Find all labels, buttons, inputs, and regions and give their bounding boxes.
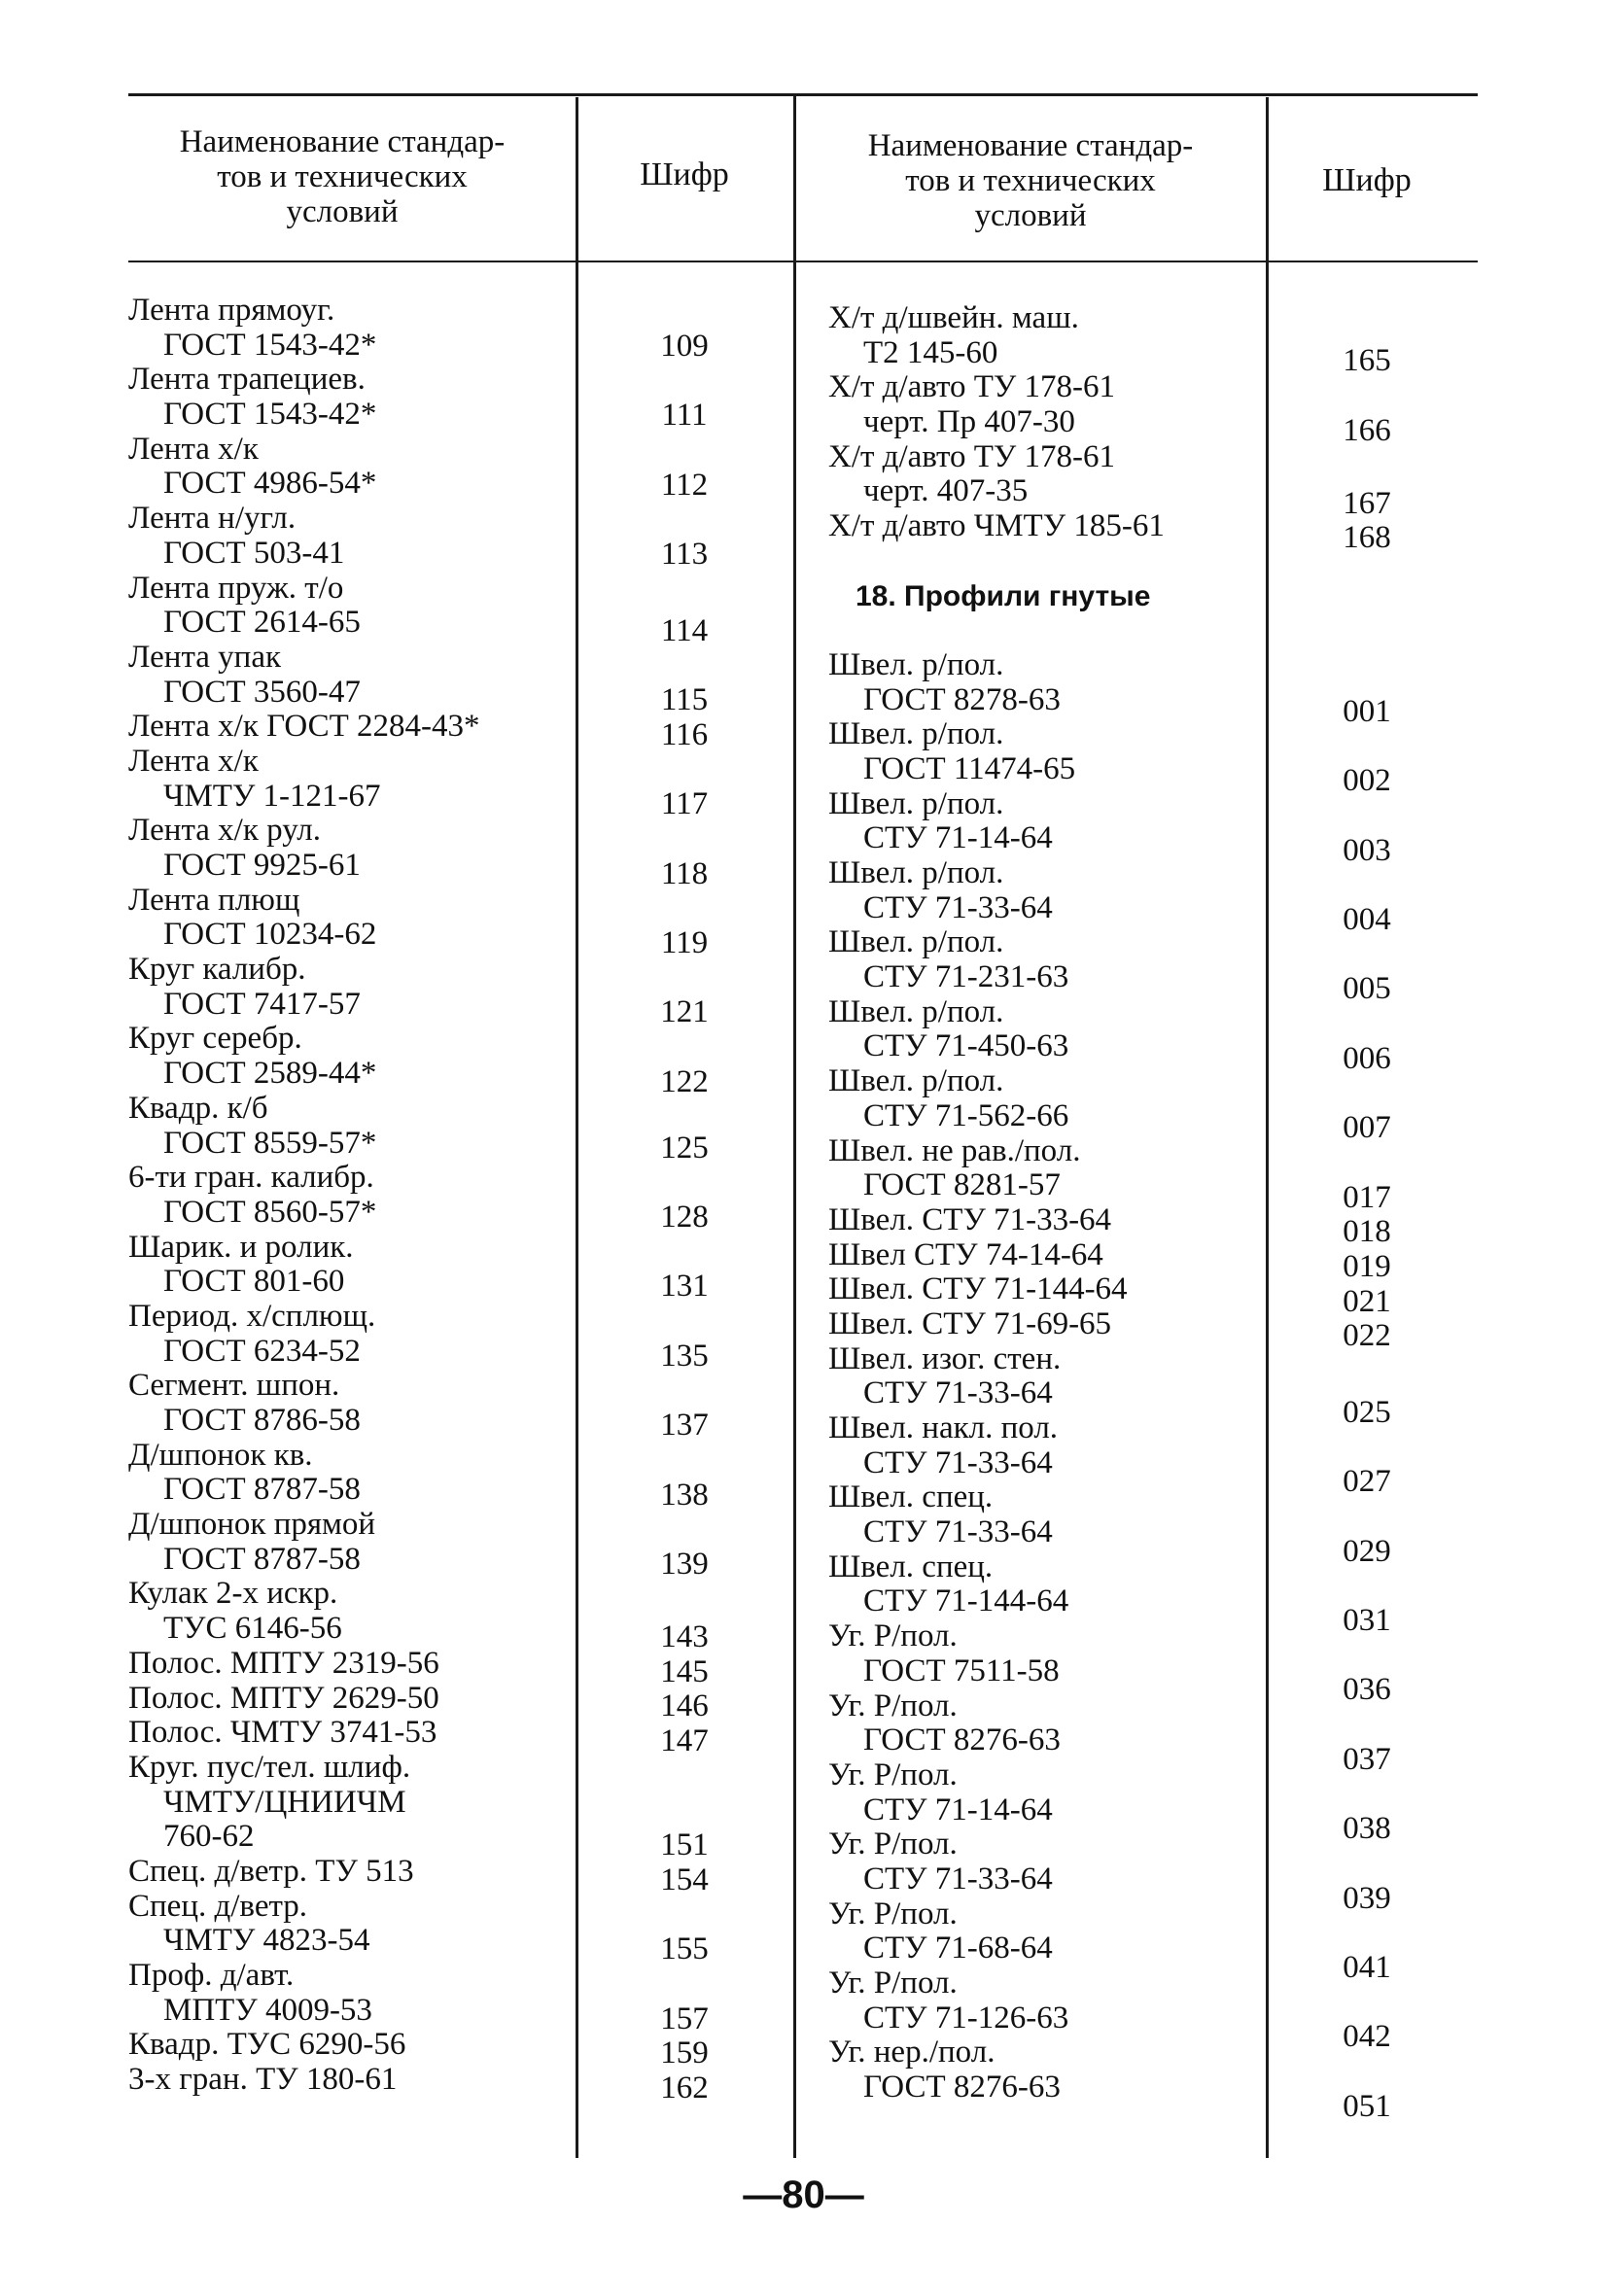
code-cell: 004 [1343, 901, 1391, 937]
entry-line: ГОСТ 3560-47 [163, 674, 361, 710]
code-cell: 167 [1343, 485, 1391, 521]
entry-line: ГОСТ 1543-42* [163, 397, 377, 433]
entry-line: Швел. р/пол. [828, 716, 1004, 752]
code-cell: 162 [660, 2070, 709, 2106]
code-cell: 025 [1343, 1394, 1391, 1430]
entry-line: Полос. ЧМТУ 3741-53 [128, 1715, 437, 1751]
code-cell: 042 [1343, 2019, 1391, 2055]
entry-line: Уг. Р/пол. [828, 1757, 958, 1792]
code-cell: 131 [660, 1269, 709, 1305]
entry-line: ГОСТ 7417-57 [163, 986, 361, 1022]
entry-line: ГОСТ 2589-44* [163, 1056, 377, 1092]
entry-line: Круг серебр. [128, 1021, 302, 1057]
entry-line: СТУ 71-33-64 [863, 889, 1053, 925]
entry-line: ГОСТ 503-41 [163, 535, 345, 571]
code-cell: 138 [660, 1477, 709, 1513]
code-cell: 115 [660, 682, 709, 718]
entry-line: ГОСТ 801-60 [163, 1264, 345, 1300]
code-cell: 001 [1343, 693, 1391, 729]
column-divider-left-code [576, 97, 578, 2158]
entry-line: Лента х/к ГОСТ 2284-43* [128, 709, 480, 745]
entry-line: Уг. Р/пол. [828, 1826, 958, 1862]
entry-line: ЧМТУ/ЦНИИЧМ [163, 1784, 406, 1820]
entry-line: Уг. Р/пол. [828, 1966, 958, 2000]
entry-line: ГОСТ 9925-61 [163, 848, 361, 883]
entry-line: черт. Пр 407-30 [863, 404, 1075, 440]
code-cell: 018 [1343, 1214, 1391, 1250]
code-cell: 037 [1343, 1741, 1391, 1777]
entry-line: Швел. накл. пол. [828, 1410, 1059, 1445]
entry-line: Спец. д/ветр. [128, 1888, 308, 1924]
code-cell: 007 [1343, 1110, 1391, 1146]
entry-line: черт. 407-35 [863, 473, 1029, 509]
code-cell: 113 [660, 537, 709, 573]
code-cell: 121 [660, 994, 709, 1030]
code-cell: 168 [1343, 520, 1391, 556]
header-right-code: Шифр [1322, 162, 1412, 198]
code-cell: 114 [660, 612, 709, 648]
entry-line: СТУ 71-33-64 [863, 1444, 1053, 1480]
entry-line: Сегмент. шпон. [128, 1368, 340, 1404]
entry-line: СТУ 71-14-64 [863, 1792, 1053, 1827]
entry-line: Лента упак [128, 639, 282, 675]
entry-line: Шарик. и ролик. [128, 1229, 354, 1265]
code-cell: 112 [660, 467, 709, 503]
entry-line: Уг. Р/пол. [828, 1687, 958, 1723]
entry-line: Х/т д/швейн. маш. [828, 300, 1079, 335]
entry-line: Спец. д/ветр. ТУ 513 [128, 1853, 414, 1889]
code-cell: 111 [661, 398, 708, 434]
entry-line: 3-х гран. ТУ 180-61 [128, 2062, 398, 2098]
top-rule [128, 93, 1478, 96]
code-cell: 154 [660, 1861, 709, 1897]
code-cell: 166 [1343, 412, 1391, 448]
entry-line: Уг. Р/пол. [828, 1896, 958, 1931]
code-cell: 147 [660, 1723, 709, 1759]
entry-line: Швел. р/пол. [828, 646, 1004, 682]
entry-line: СТУ 71-562-66 [863, 1097, 1069, 1133]
entry-line: ЧМТУ 4823-54 [163, 1923, 370, 1959]
code-cell: 019 [1343, 1248, 1391, 1284]
entry-line: Лента пруж. т/о [128, 570, 344, 606]
code-cell: 122 [660, 1063, 709, 1099]
code-cell: 022 [1343, 1318, 1391, 1354]
entry-line: Лента х/к [128, 431, 259, 467]
entry-line: ГОСТ 8787-58 [163, 1541, 361, 1577]
entry-line: СТУ 71-126-63 [863, 2000, 1069, 2035]
header-right-name: Наименование стандар- тов и технических условий [867, 128, 1194, 233]
left-entries-column [128, 294, 576, 2098]
code-cell: 041 [1343, 1950, 1391, 1986]
entry-line: СТУ 71-33-64 [863, 1375, 1053, 1411]
entry-line: Швел. СТУ 71-144-64 [828, 1271, 1128, 1307]
code-cell: 159 [660, 2035, 709, 2071]
entry-line: ГОСТ 8281-57 [863, 1167, 1061, 1203]
entry-line: Круг. пус/тел. шлиф. [128, 1749, 411, 1785]
code-cell: 135 [660, 1338, 709, 1374]
entry-line: СТУ 71-14-64 [863, 820, 1053, 856]
code-cell: 155 [660, 1931, 709, 1967]
code-cell: 146 [660, 1688, 709, 1724]
entry-line: Квадр. ТУС 6290-56 [128, 2027, 406, 2063]
entry-line: МПТУ 4009-53 [163, 1992, 372, 2028]
column-divider-center [793, 93, 796, 2158]
entry-line: ГОСТ 8559-57* [163, 1125, 377, 1161]
code-cell: 051 [1343, 2088, 1391, 2124]
entry-line: ГОСТ 8786-58 [163, 1403, 361, 1438]
entry-line: Х/т д/авто ТУ 178-61 [828, 369, 1116, 405]
right-entries-column [828, 301, 1266, 2105]
right-codes-column [1270, 336, 1464, 2144]
entry-line: Швел. спец. [828, 1548, 994, 1584]
header-left-name: Наименование стандар- тов и технических условий [179, 124, 506, 229]
entry-line: Лента плющ [128, 882, 300, 918]
column-divider-right-code [1266, 97, 1269, 2158]
entry-line: Д/шпонок прямой [128, 1507, 376, 1543]
entry-line: Лента н/угл. [128, 501, 297, 537]
code-cell: 145 [660, 1653, 709, 1689]
code-cell: 006 [1343, 1040, 1391, 1076]
entry-line: СТУ 71-144-64 [863, 1583, 1069, 1619]
entry-line: Швел. спец. [828, 1479, 994, 1515]
header-bottom-rule [128, 261, 1478, 262]
entry-line: Лента х/к рул. [128, 813, 321, 849]
code-cell: 029 [1343, 1533, 1391, 1569]
entry-line: Полос. МПТУ 2319-56 [128, 1645, 439, 1681]
left-codes-column [579, 329, 789, 2137]
code-cell: 137 [660, 1408, 709, 1444]
entry-line: ГОСТ 8787-58 [163, 1472, 361, 1508]
code-cell: 119 [660, 925, 709, 961]
entry-line: 6-ти гран. калибр. [128, 1160, 374, 1196]
entry-line: ГОСТ 7511-58 [863, 1652, 1060, 1688]
entry-line: СТУ 71-68-64 [863, 1931, 1053, 1966]
entry-line [828, 613, 1266, 648]
entry-line: Швел. р/пол. [828, 993, 1004, 1029]
entry-line: ЧМТУ 1-121-67 [163, 778, 381, 814]
entry-line: Х/т д/авто ЧМТУ 185-61 [828, 508, 1165, 544]
section-title: 18. Профили гнутые [856, 579, 1151, 612]
entry-line: ГОСТ 11474-65 [863, 750, 1076, 786]
entry-line: ГОСТ 8276-63 [863, 2070, 1061, 2105]
entry-line: Д/шпонок кв. [128, 1437, 313, 1473]
code-cell: 143 [660, 1619, 709, 1655]
entry-line: СТУ 71-33-64 [863, 1514, 1053, 1550]
code-cell: 109 [660, 329, 709, 364]
entry-line: Швел СТУ 74-14-64 [828, 1236, 1103, 1272]
entry-line: СТУ 71-450-63 [863, 1028, 1069, 1064]
entry-line: ГОСТ 1543-42* [163, 327, 377, 363]
entry-line: Швел. изог. стен. [828, 1340, 1062, 1376]
entry-line: Швел. р/пол. [828, 855, 1004, 890]
code-cell: 038 [1343, 1811, 1391, 1847]
code-cell: 157 [660, 2000, 709, 2036]
entry-line: Уг. Р/пол. [828, 1618, 958, 1654]
code-cell: 125 [660, 1130, 709, 1165]
code-cell: 117 [660, 786, 709, 822]
code-cell: 002 [1343, 763, 1391, 799]
entry-line: ГОСТ 2614-65 [163, 605, 361, 641]
entry-line: Полос. МПТУ 2629-50 [128, 1680, 439, 1716]
entry-line: ГОСТ 8560-57* [163, 1194, 377, 1230]
entry-line: Лента трапециев. [128, 362, 366, 398]
code-cell: 027 [1343, 1464, 1391, 1500]
code-cell: 118 [660, 855, 709, 891]
code-cell: 039 [1343, 1880, 1391, 1916]
entry-line: Швел. СТУ 71-33-64 [828, 1201, 1112, 1237]
code-cell: 139 [660, 1547, 709, 1583]
entry-line: ГОСТ 6234-52 [163, 1333, 361, 1369]
code-cell: 005 [1343, 971, 1391, 1007]
entry-line: ТУС 6146-56 [163, 1611, 342, 1647]
code-cell: 128 [660, 1200, 709, 1235]
entry-line: Уг. нер./пол. [828, 2035, 996, 2070]
entry-line: Проф. д/авт. [128, 1958, 295, 1993]
entry-line: Швел. р/пол. [828, 1063, 1004, 1099]
entry-line: Кулак 2-х искр. [128, 1576, 338, 1612]
entry-line: Период. х/сплющ. [128, 1298, 376, 1334]
code-cell: 116 [660, 716, 709, 752]
entry-line: Круг калибр. [128, 952, 306, 988]
entry-line: Квадр. к/б [128, 1090, 268, 1126]
code-cell: 151 [660, 1827, 709, 1863]
entry-line: Т2 145-60 [863, 334, 998, 370]
entry-line: ГОСТ 8276-63 [863, 1722, 1061, 1758]
entry-line: 760-62 [163, 1819, 255, 1855]
entry-line: СТУ 71-33-64 [863, 1861, 1053, 1896]
entry-line: ГОСТ 8278-63 [863, 681, 1061, 717]
code-cell: 031 [1343, 1603, 1391, 1639]
code-cell: 165 [1343, 343, 1391, 379]
header-left-code: Шифр [640, 157, 729, 192]
entry-line: Лента прямоуг. [128, 293, 335, 328]
entry-line: Лента х/к [128, 743, 259, 779]
entry-line: Швел. не рав./пол. [828, 1132, 1081, 1168]
code-cell: 017 [1343, 1179, 1391, 1215]
entry-line: Х/т д/авто ТУ 178-61 [828, 438, 1116, 474]
entry-line: Швел. р/пол. [828, 785, 1004, 821]
entry-line: Швел. СТУ 71-69-65 [828, 1305, 1112, 1341]
entry-line: Швел. р/пол. [828, 924, 1004, 960]
entry-line: СТУ 71-231-63 [863, 959, 1069, 995]
entry-line [828, 544, 1266, 579]
code-cell: 036 [1343, 1672, 1391, 1708]
code-cell: 003 [1343, 832, 1391, 868]
entry-line: ГОСТ 10234-62 [163, 917, 377, 953]
code-cell: 021 [1343, 1283, 1391, 1319]
page-number: —80— [743, 2174, 864, 2216]
entry-line: ГОСТ 4986-54* [163, 466, 377, 502]
